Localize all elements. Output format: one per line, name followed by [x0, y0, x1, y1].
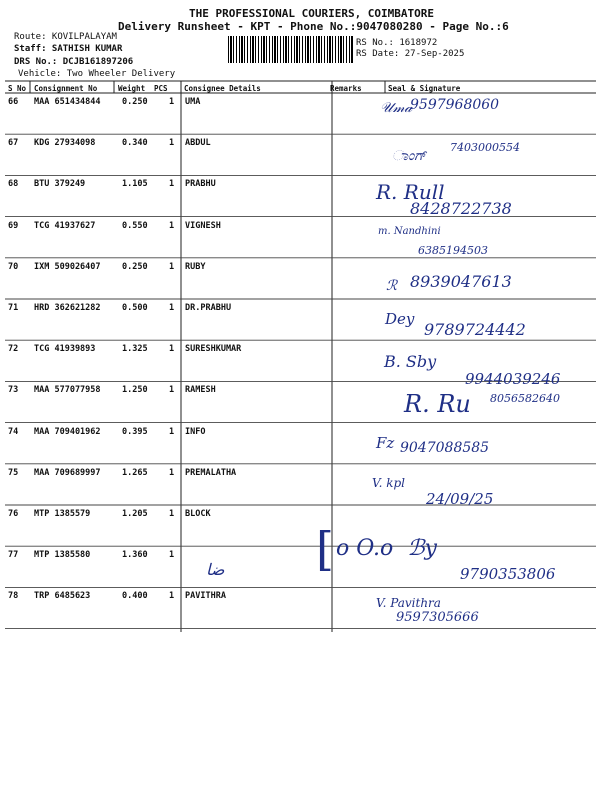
signature-74: Fz — [376, 434, 395, 452]
row-consignment: MTP 1385580 — [34, 550, 91, 561]
handwritten-69: 6385194503 — [418, 244, 488, 257]
row-pcs: 1 — [169, 261, 175, 272]
handwritten-70: 8939047613 — [410, 272, 512, 291]
col-weight: Weight — [118, 84, 146, 93]
col-consignee: Consignee Details — [184, 84, 261, 93]
staff-label: Staff: SATHISH KUMAR — [14, 44, 123, 54]
signature-78: V. Pavithra — [376, 596, 441, 610]
col-remarks: Remarks — [330, 84, 362, 93]
signature-68: R. Rull — [376, 180, 445, 204]
handwritten-66: 9597968060 — [410, 97, 500, 113]
row-consignee: BLOCK — [185, 509, 211, 519]
row-weight: 1.325 — [122, 344, 148, 355]
row-consignee: RAMESH — [185, 385, 216, 396]
row-pcs: 1 — [169, 426, 175, 437]
bracket-mark: [ — [316, 522, 334, 576]
signature-70: ℛ — [386, 278, 398, 294]
row-pcs: 1 — [169, 97, 175, 107]
handwritten-75: 24/09/25 — [426, 490, 494, 508]
signature-71: Dey — [385, 310, 415, 328]
row-consignment: TCG 41937627 — [34, 220, 96, 231]
row-weight: 0.500 — [122, 303, 148, 313]
row-weight: 0.250 — [122, 261, 148, 272]
row-sno: 66 — [8, 97, 19, 107]
row-weight: 1.265 — [122, 467, 148, 478]
row-sno: 76 — [8, 509, 19, 519]
row-pcs: 1 — [169, 385, 175, 396]
row-consignee: UMA — [185, 97, 201, 107]
handwritten-78: 9597305666 — [396, 610, 479, 625]
row-sno: 77 — [8, 550, 19, 561]
signature-73: R. Ru — [404, 390, 471, 418]
row-consignment: IXM 509026407 — [34, 261, 101, 272]
company-title: THE PROFESSIONAL COURIERS, COIMBATORE — [189, 7, 435, 20]
row-sno: 78 — [8, 591, 19, 602]
row-consignment: KDG 27934098 — [34, 138, 96, 149]
handwritten-71: 9789724442 — [424, 320, 526, 339]
row-consignment: BTU 379249 — [34, 179, 86, 190]
handwritten-72: 9944039246 — [465, 370, 561, 388]
signature-66: 𝒰𝓂𝒶 — [380, 100, 413, 116]
row-weight: 1.205 — [122, 509, 148, 519]
row-consignee: RUBY — [185, 261, 206, 272]
row-consignment: HRD 362621282 — [34, 303, 101, 313]
row-consignment: TCG 41939893 — [34, 344, 96, 355]
row-weight: 0.400 — [122, 591, 148, 602]
rs-number: RS No.: 1618972 — [356, 38, 438, 48]
drs-label: DRS No.: DCJB161897206 — [14, 57, 134, 67]
row-sno: 74 — [8, 426, 19, 437]
signature-77: o O.o ℬy — [336, 536, 437, 561]
signature-72: B. Sby — [384, 352, 437, 371]
row-consignee: VIGNESH — [185, 220, 221, 231]
row-pcs: 1 — [169, 303, 175, 313]
row-weight: 0.550 — [122, 220, 148, 231]
row-pcs: 1 — [169, 179, 175, 190]
row-sno: 75 — [8, 467, 19, 478]
row-consignment: MAA 709401962 — [34, 426, 101, 437]
handwritten-67: 7403000554 — [450, 141, 520, 154]
signature-67: ಾಂಗ್ — [392, 148, 427, 164]
row-sno: 68 — [8, 179, 19, 190]
row-consignee: PREMALATHA — [185, 467, 237, 478]
rs-date: RS Date: 27-Sep-2025 — [356, 49, 465, 59]
row-consignment: MTP 1385579 — [34, 509, 91, 519]
signature-69: m. Nandhini — [378, 226, 441, 237]
row-pcs: 1 — [169, 467, 175, 478]
row-consignee: INFO — [185, 426, 206, 437]
col-consignment: Consignment No — [34, 84, 98, 93]
col-seal-signature: Seal & Signature — [388, 84, 461, 93]
row-sno: 72 — [8, 344, 19, 355]
handwritten-73: 8056582640 — [490, 392, 560, 405]
signature-75: V. kpl — [372, 476, 405, 490]
row-weight: 1.250 — [122, 385, 148, 396]
row-weight: 0.340 — [122, 138, 148, 149]
row-pcs: 1 — [169, 344, 175, 355]
row-consignee: ABDUL — [185, 138, 211, 149]
handwritten-74: 9047088585 — [400, 440, 490, 456]
row-sno: 70 — [8, 261, 19, 272]
row-pcs: 1 — [169, 591, 175, 602]
row-weight: 0.395 — [122, 426, 148, 437]
row-consignee: PAVITHRA — [185, 591, 226, 602]
vehicle-label: Vehicle: Two Wheeler Delivery — [18, 69, 176, 79]
row-pcs: 1 — [169, 509, 175, 519]
row-consignee: PRABHU — [185, 179, 216, 190]
row-pcs: 1 — [169, 550, 175, 561]
row-consignee: SURESHKUMAR — [185, 344, 242, 355]
handwritten-77: 9790353806 — [460, 565, 556, 583]
handwritten-68: 8428722738 — [410, 199, 512, 218]
row-consignment: MAA 577077958 — [34, 385, 101, 396]
col-pcs: PCS — [154, 84, 168, 93]
row-consignment: TRP 6485623 — [34, 591, 91, 602]
row-consignee: DR.PRABHU — [185, 303, 232, 313]
row-consignment: MAA 651434844 — [34, 97, 101, 107]
row-pcs: 1 — [169, 138, 175, 149]
route-label: Route: KOVILPALAYAM — [14, 32, 117, 42]
row-pcs: 1 — [169, 220, 175, 231]
row-weight: 1.360 — [122, 550, 148, 561]
row-sno: 73 — [8, 385, 19, 396]
row-sno: 67 — [8, 138, 19, 149]
runsheet-title: Delivery Runsheet - KPT - Phone No.:9047080280 - Page No.:6 — [118, 20, 509, 33]
signature-77-left: ضا — [206, 560, 225, 579]
row-sno: 71 — [8, 303, 19, 313]
row-sno: 69 — [8, 220, 19, 231]
row-weight: 0.250 — [122, 97, 148, 107]
row-weight: 1.105 — [122, 179, 148, 190]
row-consignment: MAA 709689997 — [34, 467, 101, 478]
col-sno: S No — [8, 84, 27, 93]
